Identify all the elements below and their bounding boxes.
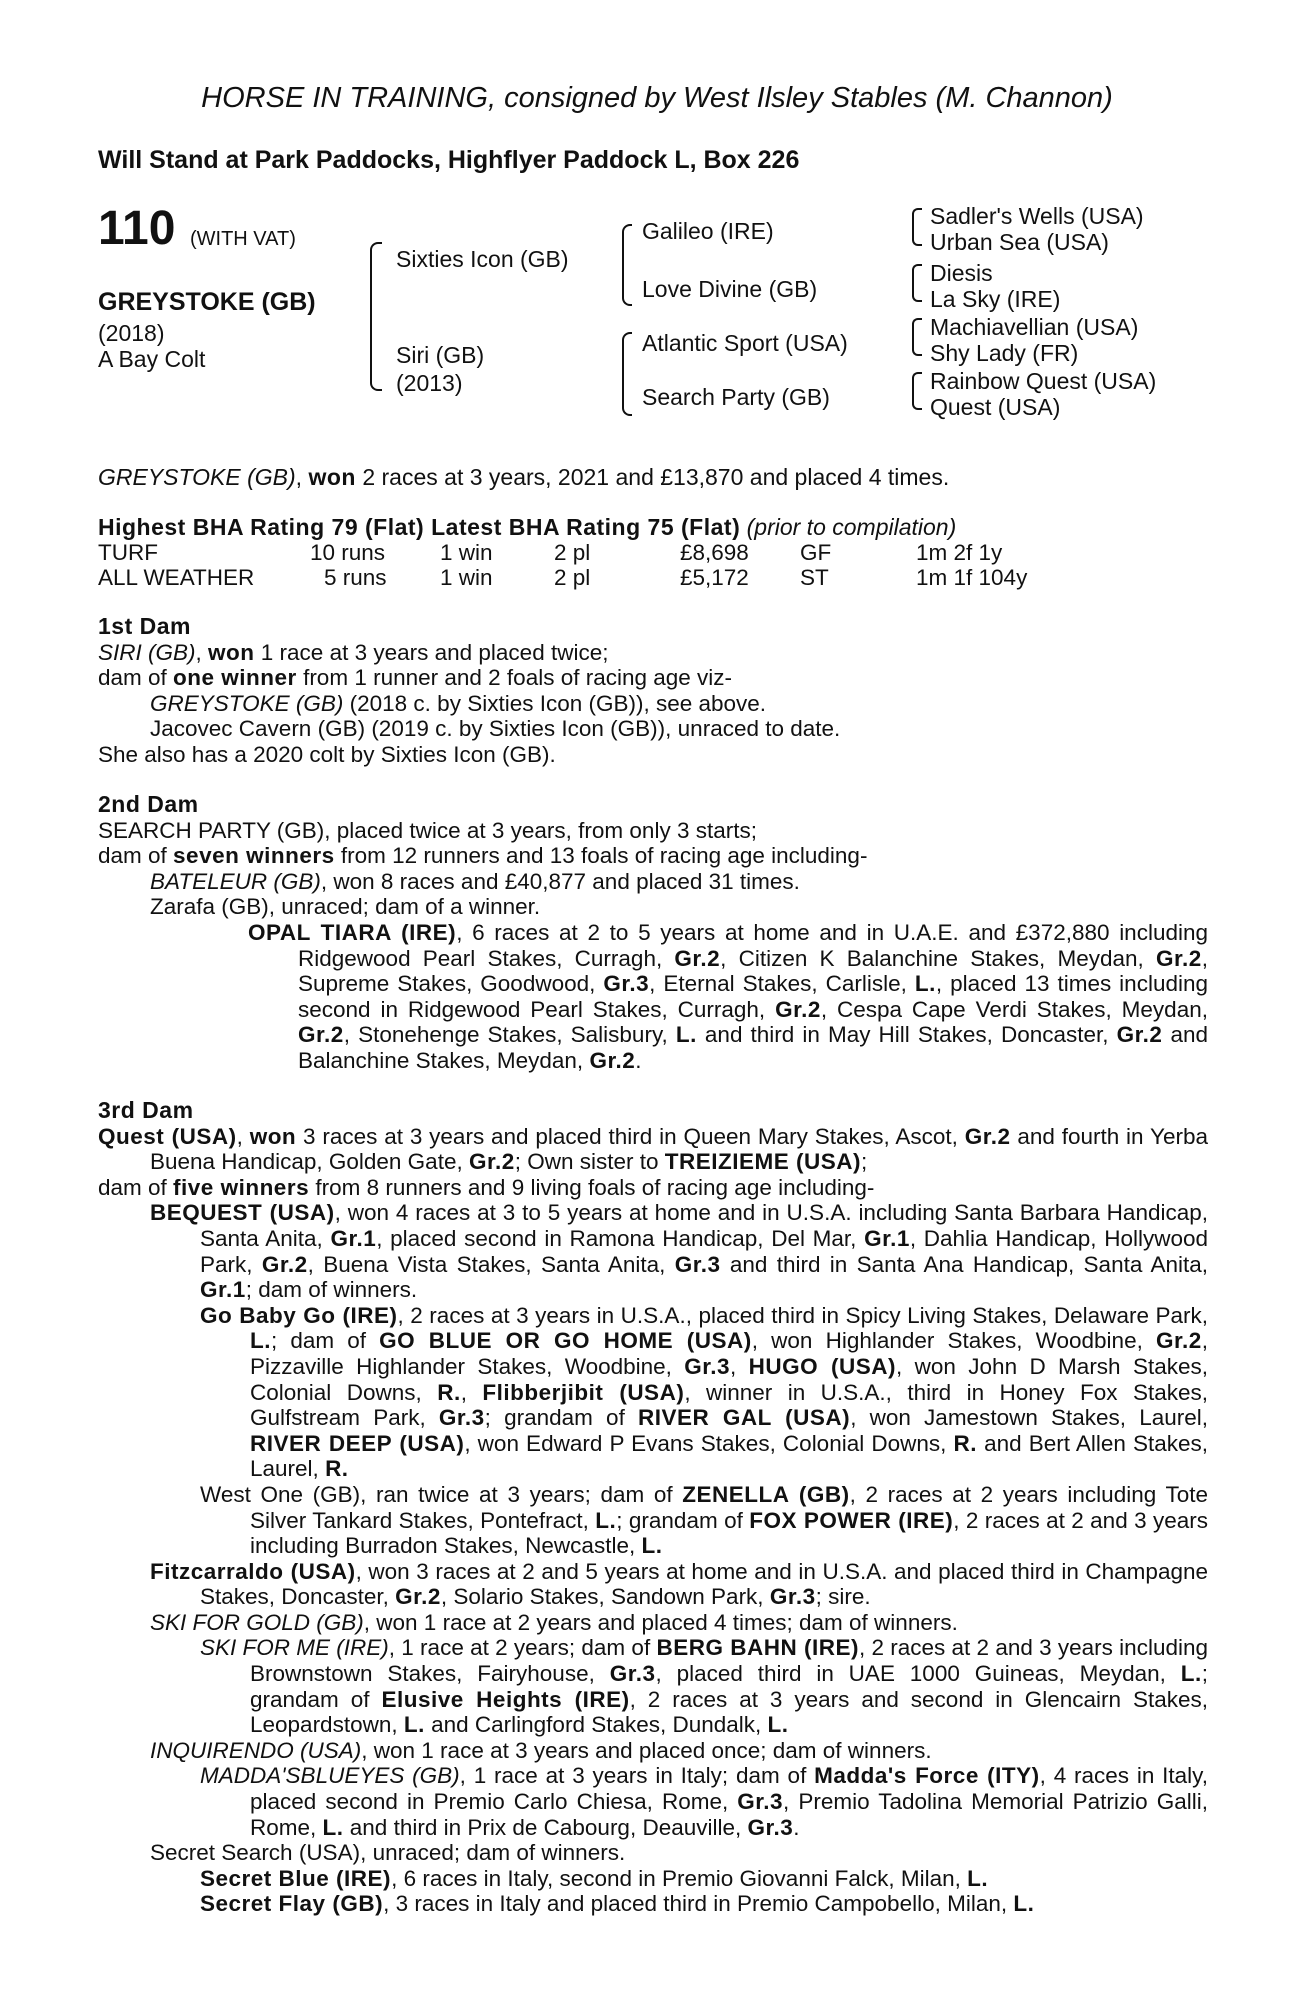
produce-bequest: BEQUEST (USA), won 4 races at 3 to 5 years at home and in U.S.A. including Santa Barbara Handicap, Santa Anita, Gr.1, placed second in Ramona Handicap, Del Mar, Gr.1, Dahlia Handicap, Hollywood Park, Gr.2, Buena Vista Stakes, Santa Anita, Gr.3 and third in Santa Ana Handicap, Santa Anita, Gr.1; dam of winners. <box>150 1200 1208 1303</box>
foal-zarafa: Zarafa (GB), unraced; dam of a winner. <box>150 894 541 920</box>
second-dam-section <box>98 792 1208 1074</box>
catalogue-page: HORSE IN TRAINING, consigned by West Ilsley Stables (M. Channon) Will Stand at Park Paddocks, Highflyer Paddock L, Box 226 110 (WITH VAT) GREYSTOKE (GB) (2018) A Bay Colt Sixties Icon (GB) Siri (GB) (2013) Galileo (IRE) Love Divine (GB) Atlantic Sport (USA) Search Party (GB) Sadler's Wells (USA) Urban Sea (USA) Diesis La Sky (IRE) Machiavellian (USA) Shy Lady (FR) Rainbow Quest (USA) Quest (USA) GREYSTOKE (GB), won 2 races at 3 years, 2021 and £13,870 and placed 4 times. Highest BHA Rating 79 (Flat) Latest BHA Rating 75 (Flat) (prior to compilation) TURF 10 runs 1 win 2 pl £8,698 GF 1m 2f 1y ALL WEATHER 5 runs 1 win 2 pl £5,172 ST 1m 1f 104y 1st Dam SIRI (GB), won 1 race at 3 years and placed twice; dam of one winner from 1 runner and 2 foals of racing age viz- GREYSTOKE (GB) (2018 c. by Sixties Icon (GB)), see above. Jacovec Cavern (GB) (2019 c. by Sixties Icon (GB)), unraced to date. She also has a 2020 colt by Sixties Icon (GB). 2nd Dam SEARCH PARTY (GB), placed twice at 3 years, from only 3 starts; dam of seven winners from 12 runners and 13 foals of racing age including- BATELEUR (GB), won 8 races and £40,877 and placed 31 times. Zarafa (GB), unraced; dam of a winner. OPAL TIARA (IRE), 6 races at 2 to 5 years at home and in U.A.E. and £372,880 including Ridgewood Pearl Stakes, Curragh, Gr.2, Citizen K Balanchine Stakes, Meydan, Gr.2, Supreme Stakes, Goodwood, Gr.3, Eternal Stakes, Carlisle, L., placed 13 times including second in Ridgewood Pearl Stakes, Curragh, Gr.2, Cespa Cape Verdi Stakes, Meydan, Gr.2, Stonehenge Stakes, Salisbury, L. and third in May Hill Stakes, Doncaster, Gr.2 and Balanchine Stakes, Meydan, Gr.2. 3rd Dam Quest (USA), won 3 races at 3 years and placed third in Queen Mary Stakes, Ascot, Gr.2 and fourth in Yerba Buena Handicap, Golden Gate, Gr.2; Own sister to TREIZIEME (USA); dam of five winners from 8 runners and 9 living foals of racing age including- BEQUEST (USA), won 4 races at 3 to 5 years at home and in U.S.A. including Santa Barbara Handicap, Santa Anita, Gr.1, placed second in Ramona Handicap, Del Mar, Gr.1, Dahlia Handicap, Hollywood Park, Gr.2, Buena Vista Stakes, Santa Anita, Gr.3 and third in Santa Ana Handicap, Santa Anita, Gr.1; dam of winners. Go Baby Go (IRE), 2 races at 3 years in U.S.A., placed third in Spicy Living Stakes, Delaware Park, L.; dam of GO BLUE OR GO HOME (USA), won Highlander Stakes, Woodbine, Gr.2, Pizzaville Highlander Stakes, Woodbine, Gr.3, HUGO (USA), won John D Marsh Stakes, Colonial Downs, R., Flibberjibit (USA), winner in U.S.A., third in Honey Fox Stakes, Gulfstream Park, Gr.3; grandam of RIVER GAL (USA), won Jamestown Stakes, Laurel, RIVER DEEP (USA), won Edward P Evans Stakes, Colonial Downs, R. and Bert Allen Stakes, Laurel, R. West One (GB), ran twice at 3 years; dam of ZENELLA (GB), 2 races at 2 years including Tote Silver Tankard Stakes, Pontefract, L.; grandam of FOX POWER (IRE), 2 races at 2 and 3 years including Burradon Stakes, Newcastle, L. Fitzcarraldo (USA), won 3 races at 2 and 5 years at home and in U.S.A. and placed third in Champagne Stakes, Doncaster, Gr.2, Solario Stakes, Sandown Park, Gr.3; sire. SKI FOR GOLD (GB), won 1 race at 2 years and placed 4 times; dam of winners. SKI FOR ME (IRE), 1 race at 2 years; dam of BERG BAHN (IRE), 2 races at 2 and 3 years including Brownstown Stakes, Fairyhouse, Gr.3, placed third in UAE 1000 Guineas, Meydan, L.; grandam of Elusive Heights (IRE), 2 races at 3 years and second in Glencairn Stakes, Leopardstown, L. and Carlingford Stakes, Dundalk, L. INQUIRENDO (USA), won 1 race at 3 years and placed once; dam of winners. MADDA'SBLUEYES (GB), 1 race at 3 years in Italy; dam of Madda's Force (ITY), 4 races in Italy, placed second in Premio Carlo Chiesa, Rome, Gr.3, Premio Tadolina Memorial Patrizio Galli, Rome, L. and third in Prix de Cabourg, Deauville, Gr.3. Secret Search (USA), unraced; dam of winners. Secret Blue (IRE), 6 races in Italy, second in Premio Giovanni Falck, Milan, L. Secret Flay (GB), 3 races in Italy and placed third in Premio Campobello, Milan, L. <box>0 0 1314 2000</box>
dam: Siri (GB) <box>396 342 485 368</box>
first-dam-heading: 1st Dam <box>98 613 191 639</box>
sire-sire: Galileo (IRE) <box>642 218 774 244</box>
third-dam-produce: dam of five winners from 8 runners and 9 living foals of racing age including- <box>98 1174 875 1200</box>
gg-brace-3 <box>912 318 922 356</box>
gg-6: Shy Lady (FR) <box>930 340 1079 366</box>
gg-2: Urban Sea (USA) <box>930 229 1109 255</box>
produce-ski-for-gold: SKI FOR GOLD (GB), won 1 race at 2 years and placed 4 times; dam of winners. <box>150 1609 958 1635</box>
produce-secret-blue: Secret Blue (IRE), 6 races in Italy, second in Premio Giovanni Falck, Milan, L. <box>200 1865 989 1891</box>
first-dam-note: She also has a 2020 colt by Sixties Icon (GB). <box>98 741 556 767</box>
dam-brace <box>622 332 632 416</box>
produce-ski-for-me: SKI FOR ME (IRE), 1 race at 2 years; dam of BERG BAHN (IRE), 2 races at 2 and 3 years including Brownstown Stakes, Fairyhouse, Gr.3, placed third in UAE 1000 Guineas, Meydan, L.; grandam of Elusive Heights (IRE), 2 races at 3 years and second in Glencairn Stakes, Leopardstown, L. and Carlingford Stakes, Dundalk, L. <box>200 1635 1208 1738</box>
second-dam-heading: 2nd Dam <box>98 791 199 817</box>
dam-sire: Atlantic Sport (USA) <box>642 330 848 356</box>
stand-location: Will Stand at Park Paddocks, Highflyer Paddock L, Box 226 <box>98 146 800 174</box>
second-dam-line: SEARCH PARTY (GB), placed twice at 3 years, from only 3 starts; <box>98 817 757 843</box>
gg-brace-2 <box>912 264 922 302</box>
first-dam-produce: dam of one winner from 1 runner and 2 foals of racing age viz- <box>98 665 733 691</box>
lot-number: 110 <box>98 202 176 255</box>
dam-year: (2013) <box>396 370 463 396</box>
produce-secret-search: Secret Search (USA), unraced; dam of winners. <box>150 1840 626 1866</box>
gg-brace-1 <box>912 208 922 246</box>
foal-jacovec: Jacovec Cavern (GB) (2019 c. by Sixties Icon (GB)), unraced to date. <box>150 716 841 742</box>
gg-3: Diesis <box>930 260 993 286</box>
horse-name: GREYSTOKE (GB) <box>98 288 316 316</box>
first-dam-section <box>98 614 1208 768</box>
gg-5: Machiavellian (USA) <box>930 314 1139 340</box>
sire-brace <box>622 224 632 306</box>
pedigree-brace <box>370 242 382 391</box>
third-dam-heading: 3rd Dam <box>98 1097 194 1123</box>
gg-7: Rainbow Quest (USA) <box>930 368 1157 394</box>
horse-year: (2018) <box>98 320 165 346</box>
produce-go-baby-go: Go Baby Go (IRE), 2 races at 3 years in U.S.A., placed third in Spicy Living Stakes, Delaware Park, L.; dam of GO BLUE OR GO HOME (USA), won Highlander Stakes, Woodbine, Gr.2, Pizzaville Highlander Stakes, Woodbine, Gr.3, HUGO (USA), won John D Marsh Stakes, Colonial Downs, R., Flibberjibit (USA), winner in U.S.A., third in Honey Fox Stakes, Gulfstream Park, Gr.3; grandam of RIVER GAL (USA), won Jamestown Stakes, Laurel, RIVER DEEP (USA), won Edward P Evans Stakes, Colonial Downs, R. and Bert Allen Stakes, Laurel, R. <box>200 1302 1209 1482</box>
gg-4: La Sky (IRE) <box>930 286 1061 312</box>
dam-dam: Search Party (GB) <box>642 384 830 410</box>
gg-8: Quest (USA) <box>930 394 1061 420</box>
sire: Sixties Icon (GB) <box>396 246 569 272</box>
produce-fitzcarraldo: Fitzcarraldo (USA), won 3 races at 2 and 5 years at home and in U.S.A. and placed third in Champagne Stakes, Doncaster, Gr.2, Solario Stakes, Sandown Park, Gr.3; sire. <box>150 1558 1208 1610</box>
foal-bateleur: BATELEUR (GB), won 8 races and £40,877 and placed 31 times. <box>150 868 800 894</box>
foal-greystoke: GREYSTOKE (GB) (2018 c. by Sixties Icon (GB)), see above. <box>150 690 767 716</box>
horse-description: A Bay Colt <box>98 346 206 372</box>
vat-label: (WITH VAT) <box>190 228 296 250</box>
sire-dam: Love Divine (GB) <box>642 276 818 302</box>
rating-heading: Highest BHA Rating 79 (Flat) Latest BHA Rating 75 (Flat) (prior to compilation) <box>98 514 957 540</box>
produce-west-one: West One (GB), ran twice at 3 years; dam of ZENELLA (GB), 2 races at 2 years including Tote Silver Tankard Stakes, Pontefract, L.; grandam of FOX POWER (IRE), 2 races at 2 and 3 years including Burradon Stakes, Newcastle, L. <box>200 1481 1208 1559</box>
first-dam-line: SIRI (GB), won 1 race at 3 years and placed twice; <box>98 639 609 665</box>
third-dam-quest: Quest (USA), won 3 races at 3 years and placed third in Queen Mary Stakes, Ascot, Gr.2 and fourth in Yerba Buena Handicap, Golden Gate, Gr.2; Own sister to TREIZIEME (USA); <box>98 1123 1208 1175</box>
page-header: HORSE IN TRAINING, consigned by West Ilsley Stables (M. Channon) <box>201 82 1113 114</box>
race-summary: GREYSTOKE (GB), won 2 races at 3 years, 2021 and £13,870 and placed 4 times. <box>98 464 950 490</box>
produce-inquirendo: INQUIRENDO (USA), won 1 race at 3 years and placed once; dam of winners. <box>150 1737 932 1763</box>
produce-opal-tiara: OPAL TIARA (IRE), 6 races at 2 to 5 years at home and in U.A.E. and £372,880 including Ridgewood Pearl Stakes, Curragh, Gr.2, Citizen K Balanchine Stakes, Meydan, Gr.2, Supreme Stakes, Goodwood, Gr.3, Eternal Stakes, Carlisle, L., placed 13 times including second in Ridgewood Pearl Stakes, Curragh, Gr.2, Cespa Cape Verdi Stakes, Meydan, Gr.2, Stonehenge Stakes, Salisbury, L. and third in May Hill Stakes, Doncaster, Gr.2 and Balanchine Stakes, Meydan, Gr.2. <box>248 919 1209 1073</box>
gg-brace-4 <box>912 372 922 410</box>
produce-secret-flay: Secret Flay (GB), 3 races in Italy and placed third in Premio Campobello, Milan, L. <box>200 1891 1035 1917</box>
produce-maddasblueyes: MADDA'SBLUEYES (GB), 1 race at 3 years in Italy; dam of Madda's Force (ITY), 4 races in Italy, placed second in Premio Carlo Chiesa, Rome, Gr.3, Premio Tadolina Memorial Patrizio Galli, Rome, L. and third in Prix de Cabourg, Deauville, Gr.3. <box>200 1763 1209 1840</box>
third-dam-section <box>98 1098 1208 1917</box>
second-dam-produce: dam of seven winners from 12 runners and 13 foals of racing age including- <box>98 843 868 869</box>
gg-1: Sadler's Wells (USA) <box>930 203 1144 229</box>
